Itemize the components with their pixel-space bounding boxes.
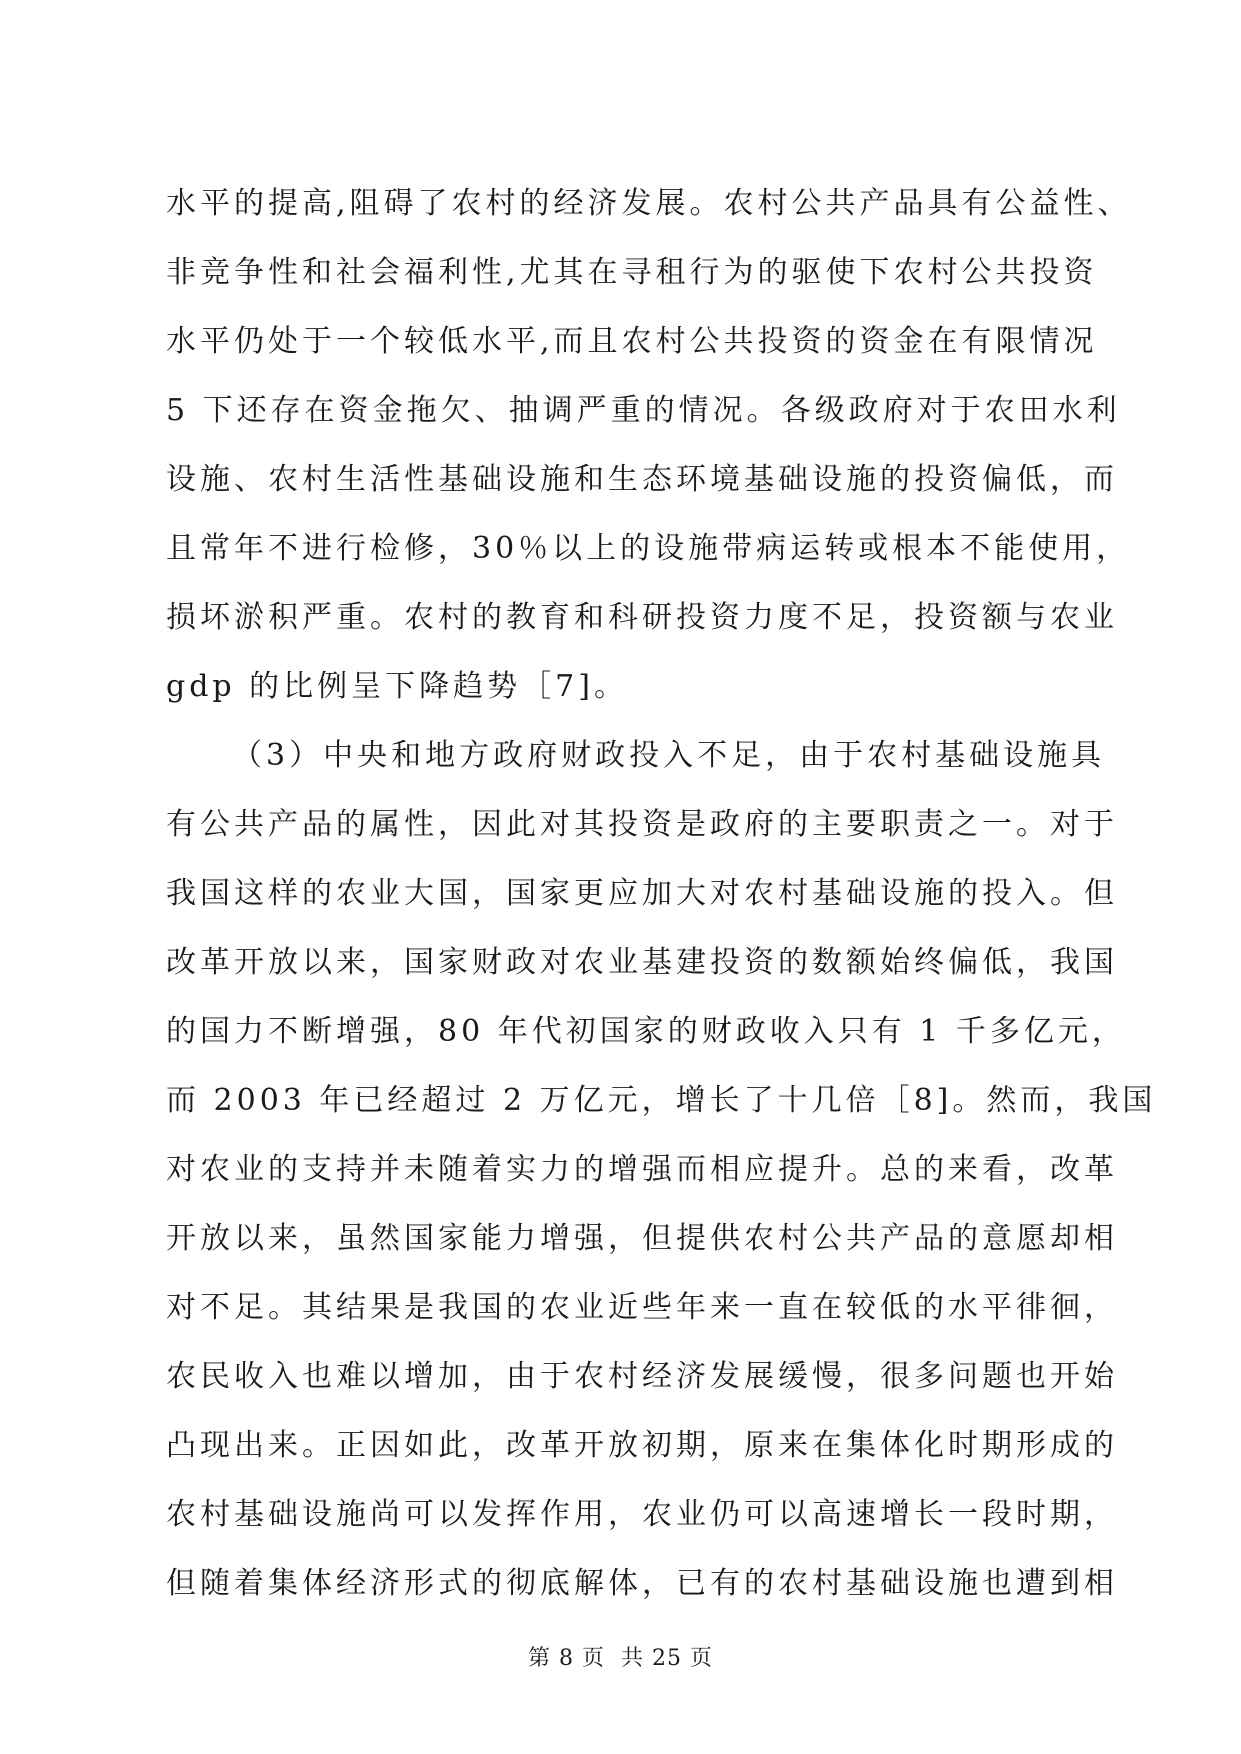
text-line: 有公共产品的属性，因此对其投资是政府的主要职责之一。对于 xyxy=(166,807,1118,842)
text-line: 改革开放以来，国家财政对农业基建投资的数额始终偏低，我国 xyxy=(166,945,1118,980)
text-line: 5 下还存在资金拖欠、抽调严重的情况。各级政府对于农田水利 xyxy=(166,393,1121,428)
text-line: 我国这样的农业大国，国家更应加大对农村基础设施的投入。但 xyxy=(166,876,1118,911)
paragraph-first-line: （3）中央和地方政府财政投入不足，由于农村基础设施具 xyxy=(232,738,1106,773)
text-line: 但随着集体经济形式的彻底解体，已有的农村基础设施也遭到相 xyxy=(166,1566,1118,1601)
text-line: gdp 的比例呈下降趋势［7]。 xyxy=(166,669,628,704)
text-line: 水平的提高,阻碍了农村的经济发展。农村公共产品具有公益性、 xyxy=(166,186,1132,221)
text-line: 设施、农村生活性基础设施和生态环境基础设施的投资偏低，而 xyxy=(166,462,1118,497)
text-line: 且常年不进行检修，30％以上的设施带病运转或根本不能使用， xyxy=(166,531,1131,566)
text-line: 对农业的支持并未随着实力的增强而相应提升。总的来看，改革 xyxy=(166,1152,1118,1187)
text-line: 而 2003 年已经超过 2 万亿元，增长了十几倍［8]。然而，我国 xyxy=(166,1083,1157,1118)
text-line: 农民收入也难以增加，由于农村经济发展缓慢，很多问题也开始 xyxy=(166,1359,1118,1394)
text-line: 的国力不断增强，80 年代初国家的财政收入只有 1 千多亿元， xyxy=(166,1014,1126,1049)
text-line: 对不足。其结果是我国的农业近些年来一直在较低的水平徘徊， xyxy=(166,1290,1118,1325)
text-line: 水平仍处于一个较低水平,而且农村公共投资的资金在有限情况 xyxy=(166,324,1098,359)
text-line: 损坏淤积严重。农村的教育和科研投资力度不足，投资额与农业 xyxy=(166,600,1118,635)
text-line: 农村基础设施尚可以发挥作用，农业仍可以高速增长一段时期， xyxy=(166,1497,1118,1532)
page-number-footer: 第 8 页 共 25 页 xyxy=(528,1646,713,1671)
text-line: 开放以来，虽然国家能力增强，但提供农村公共产品的意愿却相 xyxy=(166,1221,1118,1256)
text-line: 非竞争性和社会福利性,尤其在寻租行为的驱使下农村公共投资 xyxy=(166,255,1098,290)
text-line: 凸现出来。正因如此，改革开放初期，原来在集体化时期形成的 xyxy=(166,1428,1118,1463)
